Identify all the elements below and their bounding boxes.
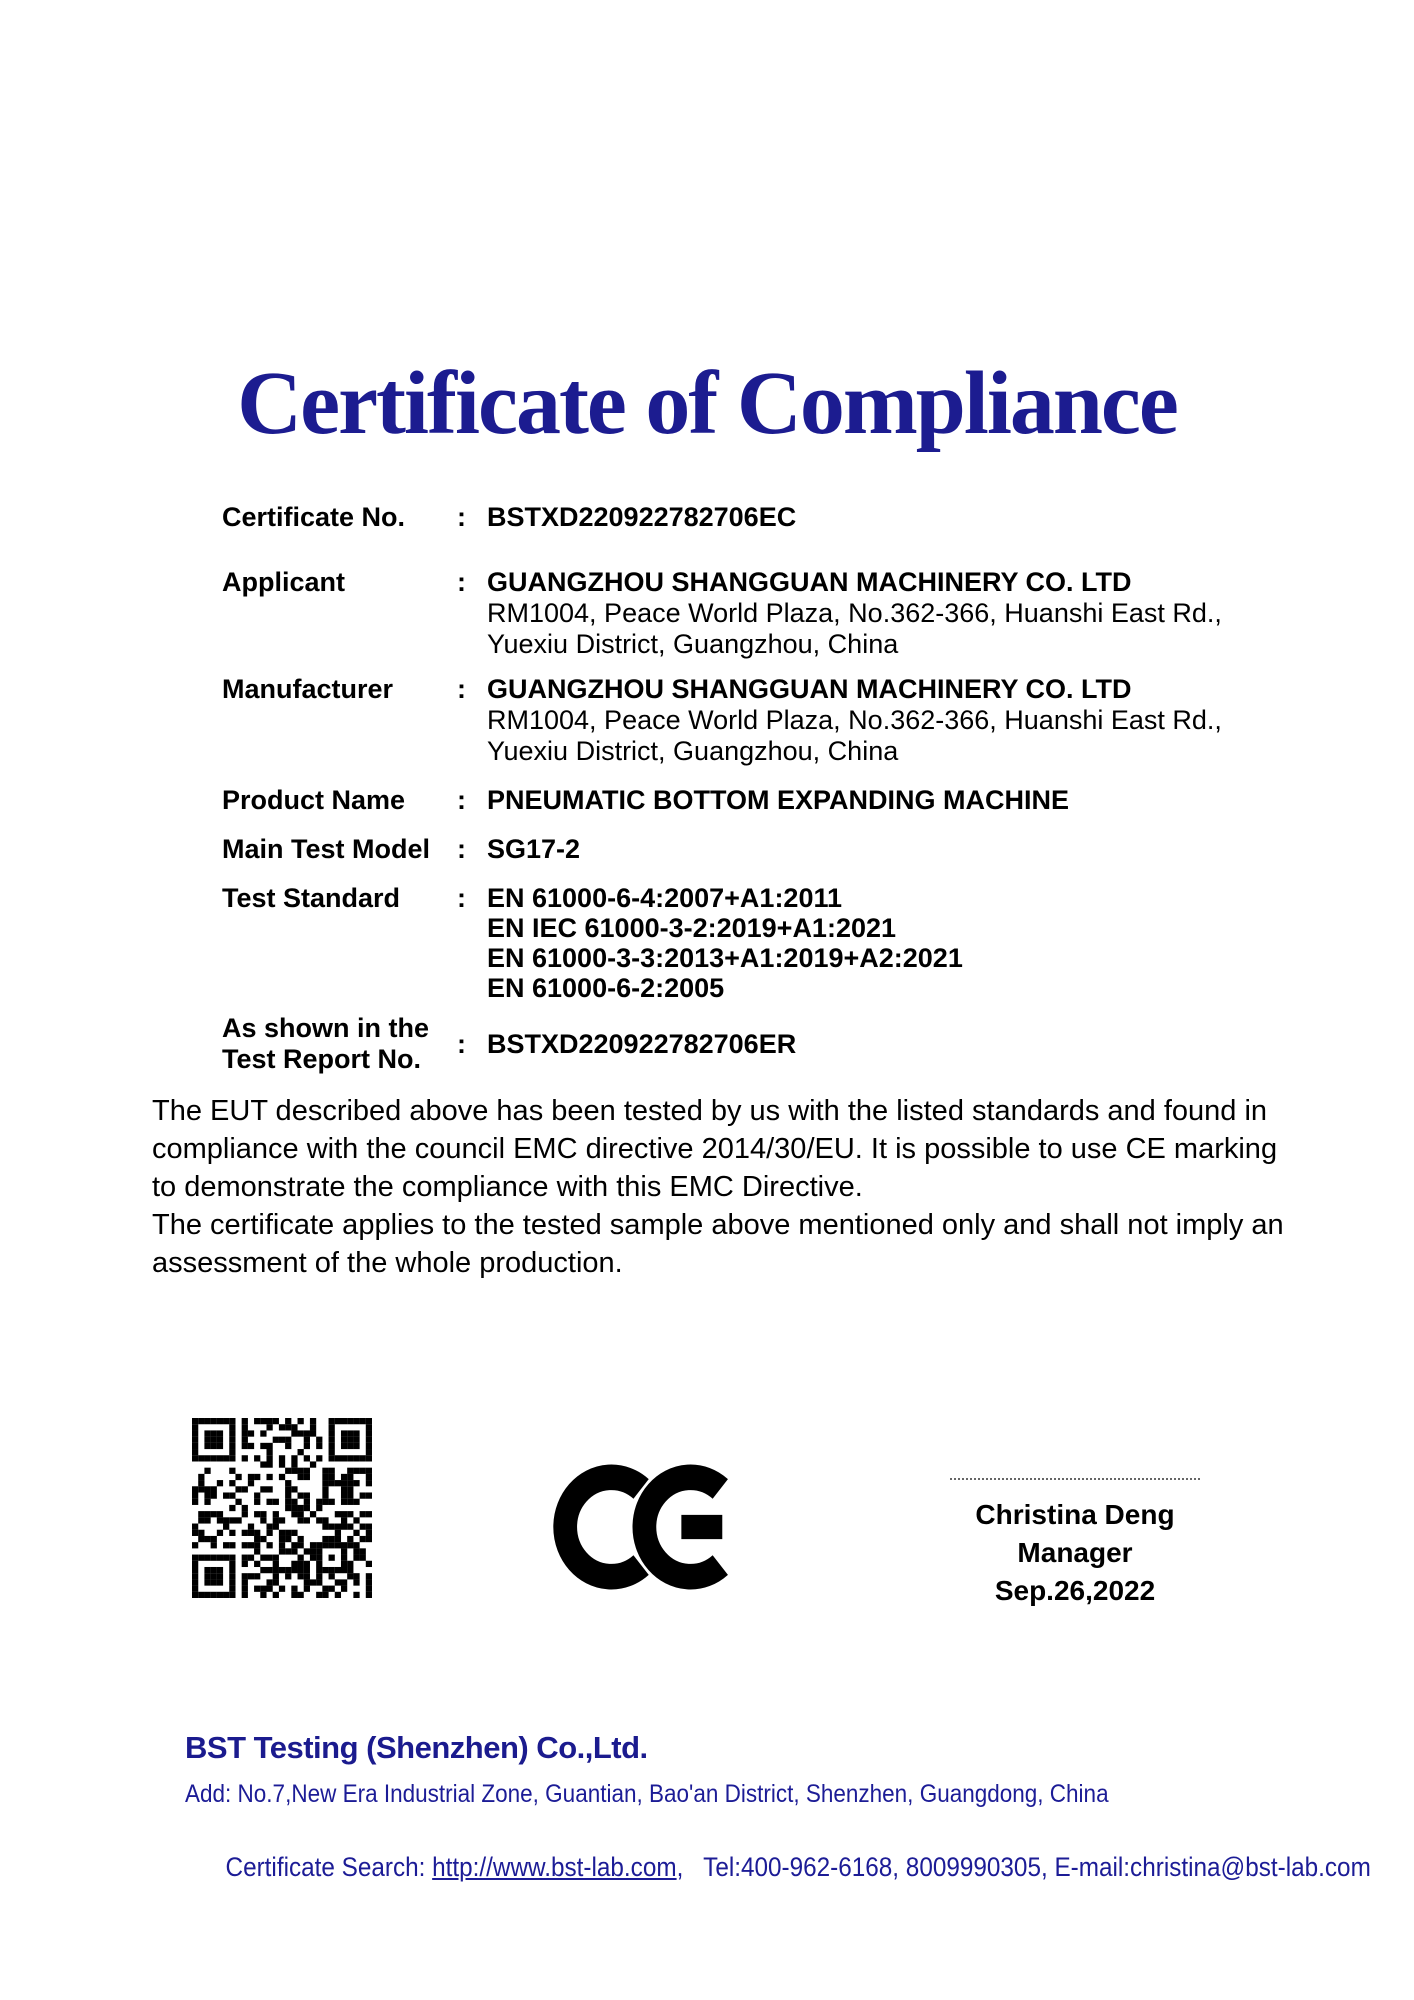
test-report-no-label-line2: Test Report No. — [222, 1044, 422, 1074]
details-table — [222, 502, 1252, 1075]
certificate-no-value: BSTXD220922782706EC — [487, 502, 797, 532]
applicant-company: GUANGZHOU SHANGGUAN MACHINERY CO. LTD — [487, 567, 1132, 597]
test-report-no-label — [222, 1013, 457, 1075]
signer-title: Manager — [1017, 1537, 1133, 1568]
signature-date: Sep.26,2022 — [994, 1575, 1156, 1606]
test-standard-value — [487, 883, 1252, 1003]
qr-code-image — [192, 1418, 372, 1598]
manufacturer-address-line1: RM1004, Peace World Plaza, No.362-366, Huanshi East Rd., — [487, 705, 1222, 735]
colon: : — [457, 785, 466, 815]
product-name-value: PNEUMATIC BOTTOM EXPANDING MACHINE — [487, 785, 1070, 815]
product-name-label: Product Name — [222, 785, 406, 815]
row-product-name — [222, 785, 1252, 816]
test-standard-label: Test Standard — [222, 883, 401, 913]
manufacturer-value — [487, 674, 1252, 767]
row-test-standard — [222, 883, 1252, 1003]
row-test-report-no — [222, 1013, 1252, 1075]
test-report-no-label-line1: As shown in the — [222, 1013, 430, 1043]
statement-paragraph-2: The certificate applies to the tested sample above mentioned only and shall not imply an assessment of the whole production. — [152, 1209, 1284, 1279]
ce-mark-icon — [552, 1456, 750, 1598]
applicant-label: Applicant — [222, 567, 346, 597]
certificate-search-label: Certificate Search: — [225, 1852, 433, 1882]
manufacturer-company: GUANGZHOU SHANGGUAN MACHINERY CO. LTD — [487, 674, 1132, 704]
signature-dotted-line — [950, 1478, 1200, 1480]
main-test-model-label: Main Test Model — [222, 834, 431, 864]
lab-contact-line — [185, 1821, 1371, 1914]
signer-name: Christina Deng — [975, 1499, 1175, 1530]
applicant-address-line2: Yuexiu District, Guangzhou, China — [487, 629, 899, 659]
applicant-address-line1: RM1004, Peace World Plaza, No.362-366, Huanshi East Rd., — [487, 598, 1222, 628]
applicant-value — [487, 567, 1252, 660]
test-standard-line: EN 61000-3-3:2013+A1:2019+A2:2021 — [487, 943, 963, 973]
certificate-search-link[interactable]: http://www.bst-lab.com — [432, 1852, 677, 1882]
colon: : — [457, 1028, 466, 1059]
colon: : — [457, 834, 466, 864]
colon: : — [457, 502, 466, 532]
test-standard-line: EN IEC 61000-3-2:2019+A1:2021 — [487, 913, 897, 943]
compliance-statement — [152, 1092, 1307, 1282]
certificate-title: Certificate of Compliance — [237, 354, 1177, 453]
row-manufacturer — [222, 674, 1252, 767]
main-test-model-value: SG17-2 — [487, 834, 581, 864]
certificate-no-label: Certificate No. — [222, 502, 406, 532]
row-certificate-no — [222, 502, 1252, 533]
row-main-test-model — [222, 834, 1252, 865]
test-report-no-value: BSTXD220922782706ER — [487, 1028, 797, 1059]
lab-contact-details: , Tel:400-962-6168, 8009990305, E-mail:christina@bst-lab.com — [676, 1852, 1371, 1882]
test-standard-line: EN 61000-6-4:2007+A1:2011 — [487, 883, 843, 913]
manufacturer-address-line2: Yuexiu District, Guangzhou, China — [487, 736, 899, 766]
row-applicant — [222, 567, 1252, 660]
statement-paragraph-1: The EUT described above has been tested by us with the listed standards and found in compliance with the council EMC directive 2014/30/EU. It is possible to use CE marking to demonstrate the compliance with this EMC Directive. — [152, 1095, 1278, 1203]
colon: : — [457, 883, 466, 913]
lab-company-name: BST Testing (Shenzhen) Co.,Ltd. — [185, 1730, 648, 1765]
lab-address: Add: No.7,New Era Industrial Zone, Guantian, Bao'an District, Shenzhen, Guangdong, China — [185, 1780, 1109, 1808]
colon: : — [457, 567, 466, 597]
footer — [185, 1730, 1414, 1914]
test-standard-line: EN 61000-6-2:2005 — [487, 973, 725, 1003]
colon: : — [457, 674, 466, 704]
manufacturer-label: Manufacturer — [222, 674, 394, 704]
signature-block — [940, 1478, 1210, 1610]
qr-code — [192, 1418, 372, 1598]
